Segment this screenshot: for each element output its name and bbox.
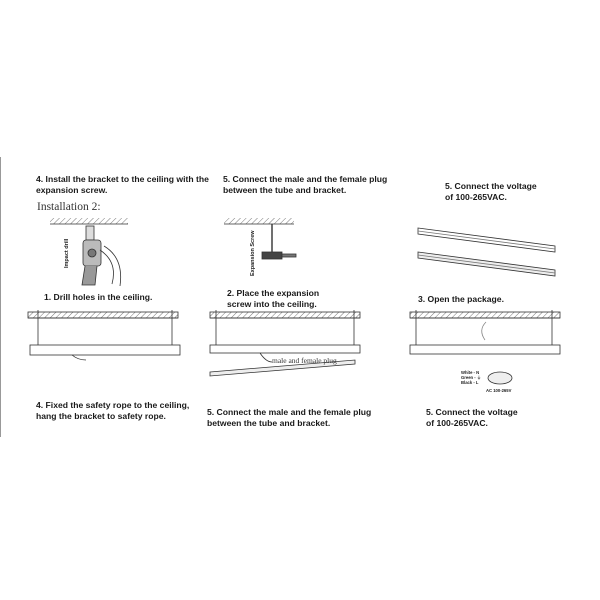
bracket-figure-1 (28, 310, 180, 360)
section-title: Installation 2: (37, 201, 101, 213)
step4-top-text: 4. Install the bracket to the ceiling with the expansion screw. (36, 174, 209, 195)
step1-text: 1. Drill holes in the ceiling. (44, 292, 153, 302)
expansion-screw-label: Expansion Screw (250, 230, 256, 276)
step5-plug-top-text: 5. Connect the male and the female plug between the tube and bracket. (223, 174, 388, 195)
hammer-icon (262, 252, 296, 259)
impact-drill-icon (82, 226, 121, 286)
step2-text: 2. Place the expansion screw into the ceiling. (227, 288, 320, 309)
plug-label: male and female plug (272, 356, 337, 365)
step5-plug-bottom-text: 5. Connect the male and the female plug between the tube and bracket. (207, 407, 372, 428)
package-figure (418, 228, 555, 276)
ceiling-hatch (50, 218, 128, 224)
ac-voltage-label: AC 100-265V (486, 388, 512, 393)
step5-voltage-top-text: 5. Connect the voltage of 100-265VAC. (445, 181, 537, 202)
step4-bottom-text: 4. Fixed the safety rope to the ceiling, hang the bracket to safety rope. (36, 400, 190, 421)
step5-voltage-bottom-text: 5. Connect the voltage of 100-265VAC. (426, 407, 518, 428)
ceiling-drill-figure (50, 218, 128, 286)
connector-icon (488, 372, 512, 384)
bracket-figure-3 (410, 310, 560, 384)
step3-text: 3. Open the package. (418, 294, 504, 304)
ceiling-hatch (224, 218, 294, 224)
impact-drill-label: Impact drill (64, 238, 70, 268)
bracket-figure-2 (210, 310, 360, 376)
expansion-screw-figure (224, 218, 296, 259)
wiring-legend: White - N Green - ⏚ Black - L (461, 370, 482, 385)
